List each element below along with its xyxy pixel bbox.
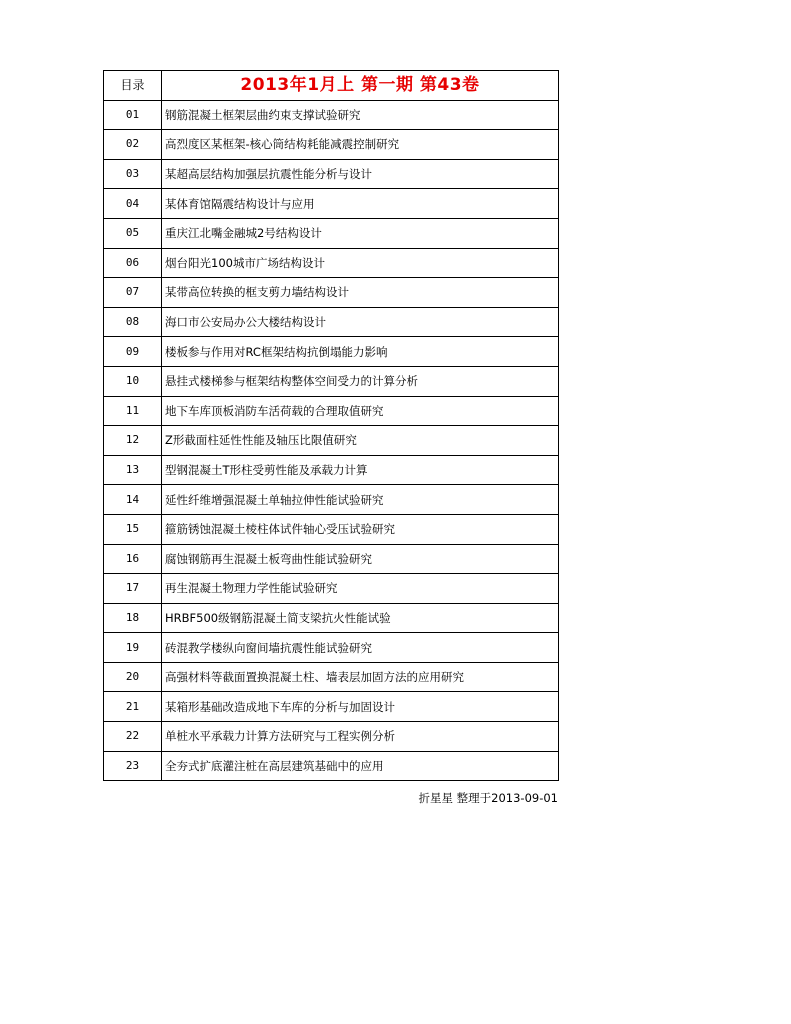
table-row xyxy=(104,248,559,278)
entry-number: 06 xyxy=(104,248,162,278)
entry-number: 03 xyxy=(104,159,162,189)
table-row xyxy=(104,514,559,544)
entry-number: 23 xyxy=(104,751,162,781)
toc-body xyxy=(104,71,559,781)
entry-number: 10 xyxy=(104,366,162,396)
entry-title: 某超高层结构加强层抗震性能分析与设计 xyxy=(162,159,559,189)
table-row xyxy=(104,692,559,722)
table-row xyxy=(104,426,559,456)
entry-number: 13 xyxy=(104,455,162,485)
table-row xyxy=(104,396,559,426)
entry-title: 箍筋锈蚀混凝土棱柱体试件轴心受压试验研究 xyxy=(162,514,559,544)
entry-title: 某带高位转换的框支剪力墙结构设计 xyxy=(162,278,559,308)
entry-title: 单桩水平承载力计算方法研究与工程实例分析 xyxy=(162,722,559,752)
entry-number: 16 xyxy=(104,544,162,574)
table-row xyxy=(104,307,559,337)
table-row xyxy=(104,455,559,485)
table-row xyxy=(104,603,559,633)
table-row xyxy=(104,662,559,692)
entry-title: 全夯式扩底灌注桩在高层建筑基础中的应用 xyxy=(162,751,559,781)
entry-number: 20 xyxy=(104,662,162,692)
entry-number: 22 xyxy=(104,722,162,752)
entry-title: 某箱形基础改造成地下车库的分析与加固设计 xyxy=(162,692,559,722)
entry-number: 11 xyxy=(104,396,162,426)
entry-title: 延性纤维增强混凝土单轴拉伸性能试验研究 xyxy=(162,485,559,515)
entry-number: 17 xyxy=(104,574,162,604)
table-row xyxy=(104,485,559,515)
entry-title: 高烈度区某框架-核心筒结构耗能减震控制研究 xyxy=(162,130,559,160)
entry-title: Z形截面柱延性性能及轴压比限值研究 xyxy=(162,426,559,456)
entry-number: 07 xyxy=(104,278,162,308)
entry-number: 12 xyxy=(104,426,162,456)
table-row xyxy=(104,544,559,574)
table-row xyxy=(104,366,559,396)
entry-number: 21 xyxy=(104,692,162,722)
entry-number: 01 xyxy=(104,100,162,130)
table-row xyxy=(104,218,559,248)
table-row xyxy=(104,751,559,781)
entry-title: 悬挂式楼梯参与框架结构整体空间受力的计算分析 xyxy=(162,366,559,396)
entry-title: 海口市公安局办公大楼结构设计 xyxy=(162,307,559,337)
entry-title: 砖混教学楼纵向窗间墙抗震性能试验研究 xyxy=(162,633,559,663)
table-row xyxy=(104,574,559,604)
entry-number: 18 xyxy=(104,603,162,633)
issue-title: 2013年1月上 第一期 第43卷 xyxy=(162,71,559,101)
entry-title: 高强材料等截面置换混凝土柱、墙表层加固方法的应用研究 xyxy=(162,662,559,692)
entry-title: 再生混凝土物理力学性能试验研究 xyxy=(162,574,559,604)
entry-number: 04 xyxy=(104,189,162,219)
header-row xyxy=(104,71,559,101)
table-row xyxy=(104,189,559,219)
entry-title: 型钢混凝土T形柱受剪性能及承载力计算 xyxy=(162,455,559,485)
entry-number: 05 xyxy=(104,218,162,248)
entry-number: 14 xyxy=(104,485,162,515)
table-of-contents xyxy=(103,70,559,781)
table-row xyxy=(104,633,559,663)
entry-title: 楼板参与作用对RC框架结构抗倒塌能力影响 xyxy=(162,337,559,367)
toc-label: 目录 xyxy=(104,71,162,101)
table-row xyxy=(104,159,559,189)
entry-number: 02 xyxy=(104,130,162,160)
entry-number: 19 xyxy=(104,633,162,663)
table-row xyxy=(104,100,559,130)
table-row xyxy=(104,278,559,308)
entry-title: 重庆江北嘴金融城2号结构设计 xyxy=(162,218,559,248)
table-row xyxy=(104,130,559,160)
table-row xyxy=(104,722,559,752)
table-row xyxy=(104,337,559,367)
entry-title: 某体育馆隔震结构设计与应用 xyxy=(162,189,559,219)
entry-number: 09 xyxy=(104,337,162,367)
compiler-note: 折星星 整理于2013-09-01 xyxy=(418,791,558,805)
entry-title: 烟台阳光100城市广场结构设计 xyxy=(162,248,559,278)
entry-title: HRBF500级钢筋混凝土简支梁抗火性能试验 xyxy=(162,603,559,633)
entry-number: 15 xyxy=(104,514,162,544)
entry-title: 地下车库顶板消防车活荷载的合理取值研究 xyxy=(162,396,559,426)
entry-title: 腐蚀钢筋再生混凝土板弯曲性能试验研究 xyxy=(162,544,559,574)
entry-title: 钢筋混凝土框架层曲约束支撑试验研究 xyxy=(162,100,559,130)
entry-number: 08 xyxy=(104,307,162,337)
